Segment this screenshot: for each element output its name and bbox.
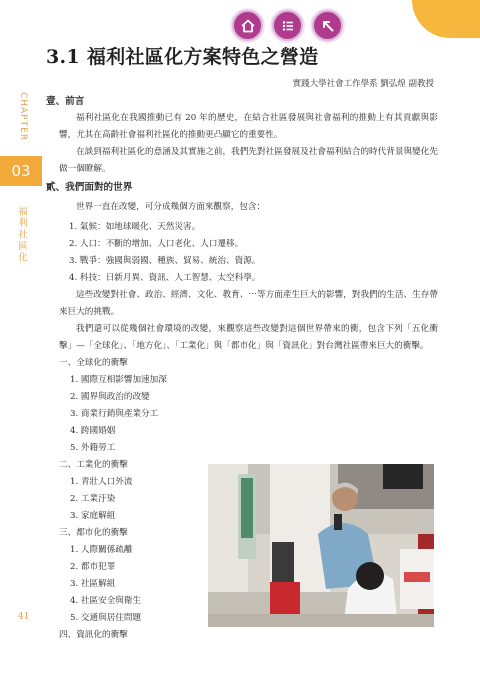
paragraph: 福利社區化在我國推動已有 20 年的歷史，在結合社區發展與社會福利的推動上有其貢獻與影響，尤其在高齡社會福利社區化的推動更凸顯它的重要性。 [59, 113, 438, 140]
top-nav [232, 10, 343, 41]
list-item: 3. 家庭解組 [70, 511, 116, 521]
list-item: 3. 戰爭：強國與弱國、種族、貿易、統治、資源。 [69, 256, 261, 266]
list-item: 1. 國際互相影響加速加深 [70, 375, 167, 385]
paragraph: 在談到福利社區化的意涵及其實施之前，我們先對社區發展及社會福利結合的時代背景與變化先做一個瞭解。 [59, 147, 438, 174]
lecture-photo [208, 464, 434, 627]
list-item: 4. 科技：日新月異、資訊、人工智慧、太空科學。 [69, 273, 261, 283]
impact-heading: 一、全球化的衝擊 [59, 358, 128, 368]
corner-decoration [412, 0, 480, 38]
list-item: 4. 社區安全與衛生 [70, 596, 142, 606]
list-item: 1. 氣候：如地球暖化、天然災害。 [69, 222, 201, 232]
back-arrow-icon [320, 18, 336, 34]
menu-button[interactable] [272, 10, 303, 41]
chapter-number: 03 [0, 156, 42, 186]
list-item: 1. 人際關係疏離 [70, 545, 133, 555]
section-heading: 壹、前言 [46, 96, 85, 107]
chapter-label: CHAPTER [18, 92, 28, 142]
section-heading: 貳、我們面對的世界 [46, 182, 133, 193]
list-item: 2. 國界與政治的改變 [70, 392, 150, 402]
page-number: 41 [18, 612, 30, 622]
category-label: 福利社區化 [16, 206, 27, 264]
paragraph: 我們還可以從幾個社會環境的改變，來觀察這些改變對這個世界帶來的衝，包含下列「五化衝擊」—「全球化」、「地方化」、「工業化」與「都市化」與「資訊化」對台灣社區帶來巨大的衝擊。 [59, 324, 438, 351]
list-item: 5. 交通與居住問題 [70, 613, 142, 623]
list-item: 3. 商業行銷與產業分工 [70, 409, 159, 419]
list-item: 4. 跨國婚姻 [70, 426, 116, 436]
list-item: 1. 青壯人口外流 [70, 477, 133, 487]
paragraph: 世界一直在改變，可分成幾個方面來觀察，包含： [76, 202, 266, 212]
list-item: 2. 人口：不斷的增加、人口老化、人口遷移。 [69, 239, 244, 249]
page-title: 3.1 福利社區化方案特色之營造 [46, 46, 319, 68]
list-item: 5. 外籍勞工 [70, 443, 116, 453]
back-button[interactable] [312, 10, 343, 41]
home-icon [240, 18, 256, 34]
impact-heading: 二、工業化的衝擊 [59, 460, 128, 470]
list-item: 3. 社區解組 [70, 579, 116, 589]
paragraph: 這些改變對社會、政治、經濟、文化、教育、⋯等方面產生巨大的影響，對我們的生活、生存帶來巨大的挑戰。 [59, 290, 438, 317]
home-button[interactable] [232, 10, 263, 41]
list-item: 2. 都市犯罪 [70, 562, 116, 572]
list-item: 2. 工業汙染 [70, 494, 116, 504]
menu-icon [280, 18, 296, 34]
author-line: 實踐大學社會工作學系 劉弘煌 副教授 [292, 79, 434, 89]
impact-heading: 四、資訊化的衝擊 [59, 630, 128, 640]
impact-heading: 三、都市化的衝擊 [59, 528, 128, 538]
